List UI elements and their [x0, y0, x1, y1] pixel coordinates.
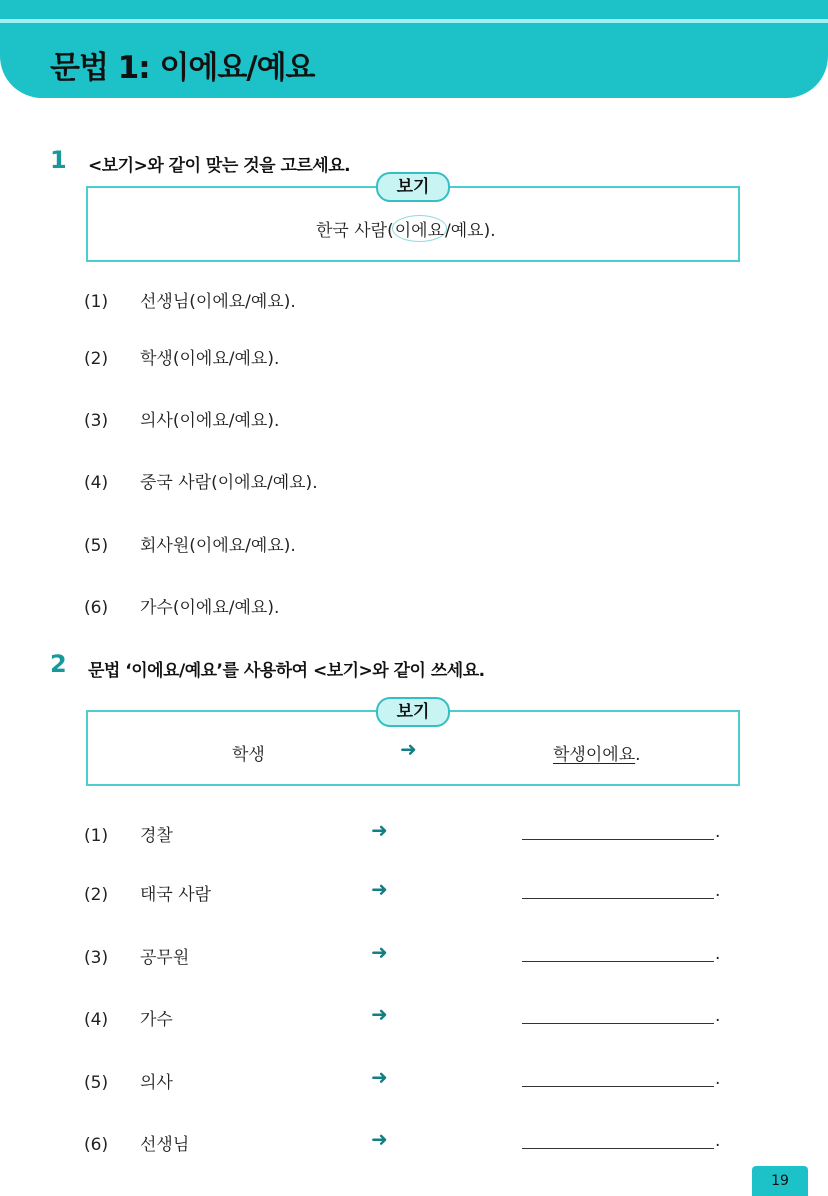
period: . [635, 745, 641, 765]
period: . [715, 1069, 721, 1089]
period: . [715, 1006, 721, 1026]
arrow-icon: ➜ [371, 877, 388, 901]
period: . [715, 822, 721, 842]
item-text: 학생(이에요/예요). [140, 349, 280, 369]
arrow-icon: ➜ [400, 737, 417, 761]
answer-blank[interactable] [522, 821, 714, 840]
item-word: 의사 [140, 1073, 173, 1093]
item-number: (6) [84, 1135, 109, 1155]
example-label-1: 보기 [376, 172, 450, 202]
page-title: 문법 1: 이에요/예요 [50, 50, 315, 86]
arrow-icon: ➜ [371, 818, 388, 842]
item-number: (3) [84, 411, 109, 431]
item-word: 선생님 [140, 1135, 190, 1155]
item-text: 중국 사람(이에요/예요). [140, 473, 318, 493]
q2-list-item [84, 821, 173, 846]
example-1-sentence [316, 216, 496, 241]
q2-list-item [84, 1130, 189, 1155]
item-number: (1) [84, 292, 109, 312]
example-text: /예요). [445, 221, 496, 241]
arrow-icon: ➜ [371, 1002, 388, 1026]
item-word: 태국 사람 [140, 885, 212, 905]
period: . [715, 881, 721, 901]
item-number: (2) [84, 885, 109, 905]
answer-text: 학생이에요 [553, 745, 636, 765]
item-number: (4) [84, 473, 109, 493]
item-text: 가수(이에요/예요). [140, 598, 280, 618]
item-word: 경찰 [140, 826, 173, 846]
item-word: 가수 [140, 1010, 173, 1030]
example-label-2: 보기 [376, 697, 450, 727]
q1-list-item [84, 531, 296, 556]
question-2-number: 2 [50, 650, 67, 678]
example-2-answer [553, 740, 641, 765]
question-1-instruction: <보기>와 같이 맞는 것을 고르세요. [88, 156, 351, 176]
example-text: 한국 사람( [316, 221, 394, 241]
item-number: (3) [84, 948, 109, 968]
arrow-icon: ➜ [371, 940, 388, 964]
q1-list-item [84, 468, 318, 493]
q1-list-item [84, 406, 279, 431]
answer-blank[interactable] [522, 880, 714, 899]
item-number: (4) [84, 1010, 109, 1030]
item-number: (1) [84, 826, 109, 846]
period: . [715, 944, 721, 964]
item-number: (6) [84, 598, 109, 618]
item-number: (5) [84, 536, 109, 556]
answer-blank[interactable] [522, 943, 714, 962]
period: . [715, 1131, 721, 1151]
header-stripe [0, 19, 828, 23]
q2-list-item [84, 943, 189, 968]
page-number: 19 [752, 1166, 808, 1196]
arrow-icon: ➜ [371, 1065, 388, 1089]
item-text: 의사(이에요/예요). [140, 411, 280, 431]
answer-blank[interactable] [522, 1068, 714, 1087]
q1-list-item [84, 344, 279, 369]
answer-blank[interactable] [522, 1130, 714, 1149]
answer-blank[interactable] [522, 1005, 714, 1024]
example-2-word: 학생 [232, 745, 265, 765]
q2-list-item [84, 1068, 173, 1093]
q2-list-item [84, 1005, 173, 1030]
question-1-number: 1 [50, 146, 67, 174]
q1-list-item [84, 287, 296, 312]
circled-answer: 이에요 [392, 215, 447, 242]
question-2-instruction: 문법 ‘이에요/예요’를 사용하여 <보기>와 같이 쓰세요. [88, 661, 485, 681]
q1-list-item [84, 593, 279, 618]
item-text: 회사원(이에요/예요). [140, 536, 296, 556]
arrow-icon: ➜ [371, 1127, 388, 1151]
item-text: 선생님(이에요/예요). [140, 292, 296, 312]
item-number: (5) [84, 1073, 109, 1093]
item-number: (2) [84, 349, 109, 369]
q2-list-item [84, 880, 211, 905]
item-word: 공무원 [140, 948, 190, 968]
